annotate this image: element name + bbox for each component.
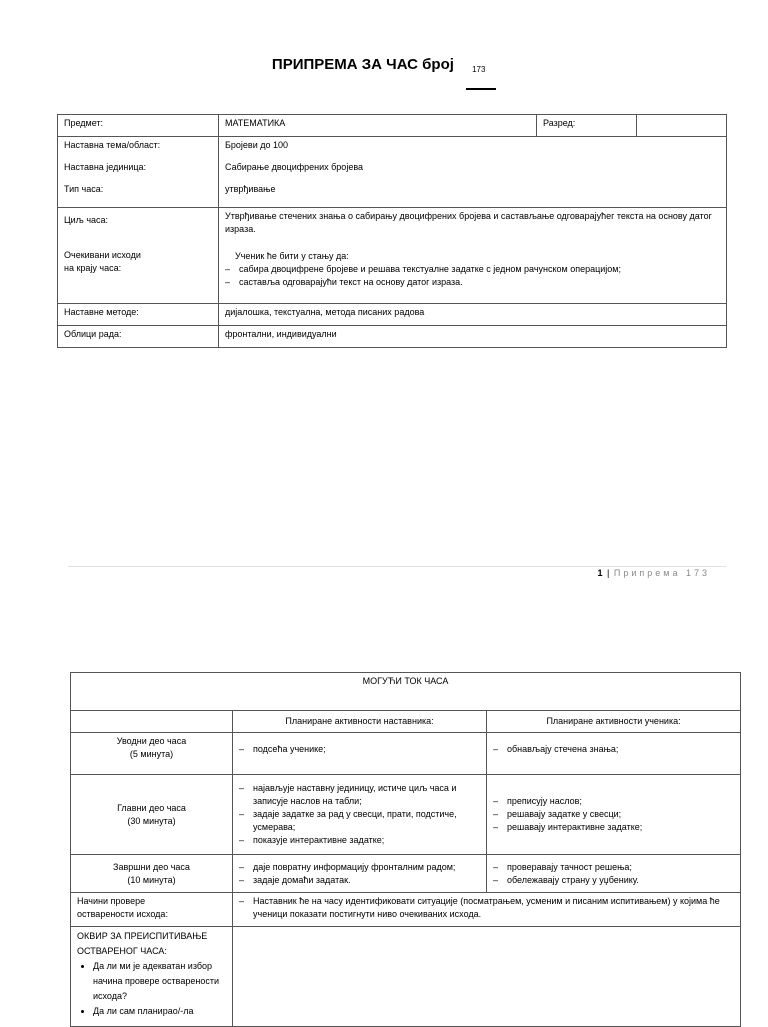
intro-teacher — [233, 733, 487, 775]
footer-divider — [68, 566, 726, 567]
outcomes-label-1: Очекивани исходи — [64, 250, 141, 260]
activity-item: – даје повратну информацију фронталним радом; — [239, 861, 456, 872]
title-text: ПРИПРЕМА ЗА ЧАС број — [271, 56, 454, 73]
topic-values — [219, 137, 727, 208]
activity-item: – најављује наставну јединицу, истиче циљ часа и записује наслов на табли; — [239, 783, 457, 806]
final-student — [487, 855, 741, 893]
review-label: ОКВИР ЗА ПРЕИСПИТИВАЊЕ ОСТВАРЕНОГ ЧАСА: — [77, 931, 208, 956]
intro-label-text: Уводни део часа — [116, 736, 187, 746]
main-student — [487, 775, 741, 855]
activity-item: – подсећа ученике; — [239, 744, 326, 754]
outcomes-intro: Ученик ће бити у стању да: — [235, 251, 349, 261]
subject-value: МАТЕМАТИКА — [219, 115, 537, 137]
page-footer — [598, 568, 711, 578]
course-flow-table — [70, 672, 741, 1027]
review-notes — [233, 927, 741, 1027]
footer-separator: | — [607, 568, 610, 578]
intro-student — [487, 733, 741, 775]
check-label — [71, 893, 233, 927]
activity-item: – решавају задатке у свесци; — [493, 809, 622, 819]
final-teacher — [233, 855, 487, 893]
main-teacher — [233, 775, 487, 855]
activity-item: – обнављају стечена знања; — [493, 744, 619, 754]
page-number: 1 — [597, 568, 603, 578]
review-frame — [71, 927, 233, 1027]
activity-item: – обележавају страну у уџбенику. — [493, 874, 639, 885]
goal-label: Циљ часа: — [64, 215, 109, 225]
review-item: • Да ли сам планирао/-ла — [93, 1004, 226, 1019]
lesson-number-underline — [466, 88, 496, 90]
outcome-item: – саставља одговарајући текст на основу датог израза. — [225, 277, 463, 287]
forms-value: фронтални, индивидуални — [219, 326, 727, 348]
intro-time: (5 минута) — [129, 749, 174, 759]
final-time: (10 минута) — [127, 874, 176, 885]
activity-item: – решавају интерактивне задатке; — [493, 822, 643, 832]
lesson-number-value: 173 — [472, 65, 486, 74]
goal-value: Утврђивање стечених знања о сабирању двоцифрених бројева и састављање одговарајућег текста на основу датог израза. — [225, 211, 712, 234]
empty-header-cell — [71, 711, 233, 733]
student-column-header: Планиране активности ученика: — [487, 711, 741, 733]
unit-label: Наставна јединица: — [64, 162, 147, 172]
check-value — [233, 893, 741, 927]
subject-label: Предмет: — [58, 115, 219, 137]
page-title — [0, 56, 768, 73]
footer-text: Припрема 173 — [613, 568, 710, 578]
activity-item: – показује интерактивне задатке; — [239, 835, 385, 845]
forms-label: Облици рада: — [58, 326, 219, 348]
activity-item: – преписују наслов; — [493, 796, 582, 806]
course-title: МОГУЋИ ТОК ЧАСА — [71, 673, 741, 711]
main-time: (30 минута) — [127, 815, 176, 826]
grade-value — [637, 115, 727, 137]
topic-label: Наставна тема/област: — [64, 140, 161, 150]
topic-value: Бројеви до 100 — [225, 140, 289, 150]
goal-outcomes-labels — [58, 208, 219, 304]
check-label-1: Начини провере — [77, 896, 146, 906]
activity-item: – задаје задатке за рад у свесци, прати, подстиче, усмерава; — [239, 809, 457, 832]
grade-label: Разред: — [537, 115, 637, 137]
goal-outcomes-values — [219, 208, 727, 304]
outcomes-label-2: на крају часа: — [64, 263, 122, 273]
methods-label: Наставне методе: — [58, 304, 219, 326]
main-label — [71, 775, 233, 855]
final-label — [71, 855, 233, 893]
review-item: • Да ли ми је адекватан избор начина провере остварености исхода? — [93, 959, 226, 1004]
type-value: утврђивање — [225, 184, 276, 194]
topic-labels — [58, 137, 219, 208]
check-label-2: остварености исхода: — [77, 909, 168, 919]
activity-item: – задаје домаћи задатак. — [239, 874, 351, 885]
teacher-column-header: Планиране активности наставника: — [233, 711, 487, 733]
outcome-item: – сабира двоцифрене бројеве и решава текстуалне задатке с једном рачунском операцијом; — [225, 264, 621, 274]
lesson-info-table — [57, 114, 727, 348]
unit-value: Сабирање двоцифрених бројева — [225, 162, 364, 172]
main-label-text: Главни део часа — [117, 802, 186, 813]
check-item: – Наставник ће на часу идентификовати ситуације (посматрањем, усменим и писаним испитивањем) у којима ће ученици показати постигнути ниво очекиваних исхода. — [239, 896, 720, 919]
methods-value: дијалошка, текстуална, метода писаних радова — [219, 304, 727, 326]
type-label: Тип часа: — [64, 184, 104, 194]
final-label-text: Завршни део часа — [113, 861, 190, 872]
intro-label — [71, 733, 233, 775]
activity-item: – проверавају тачност решења; — [493, 861, 632, 872]
